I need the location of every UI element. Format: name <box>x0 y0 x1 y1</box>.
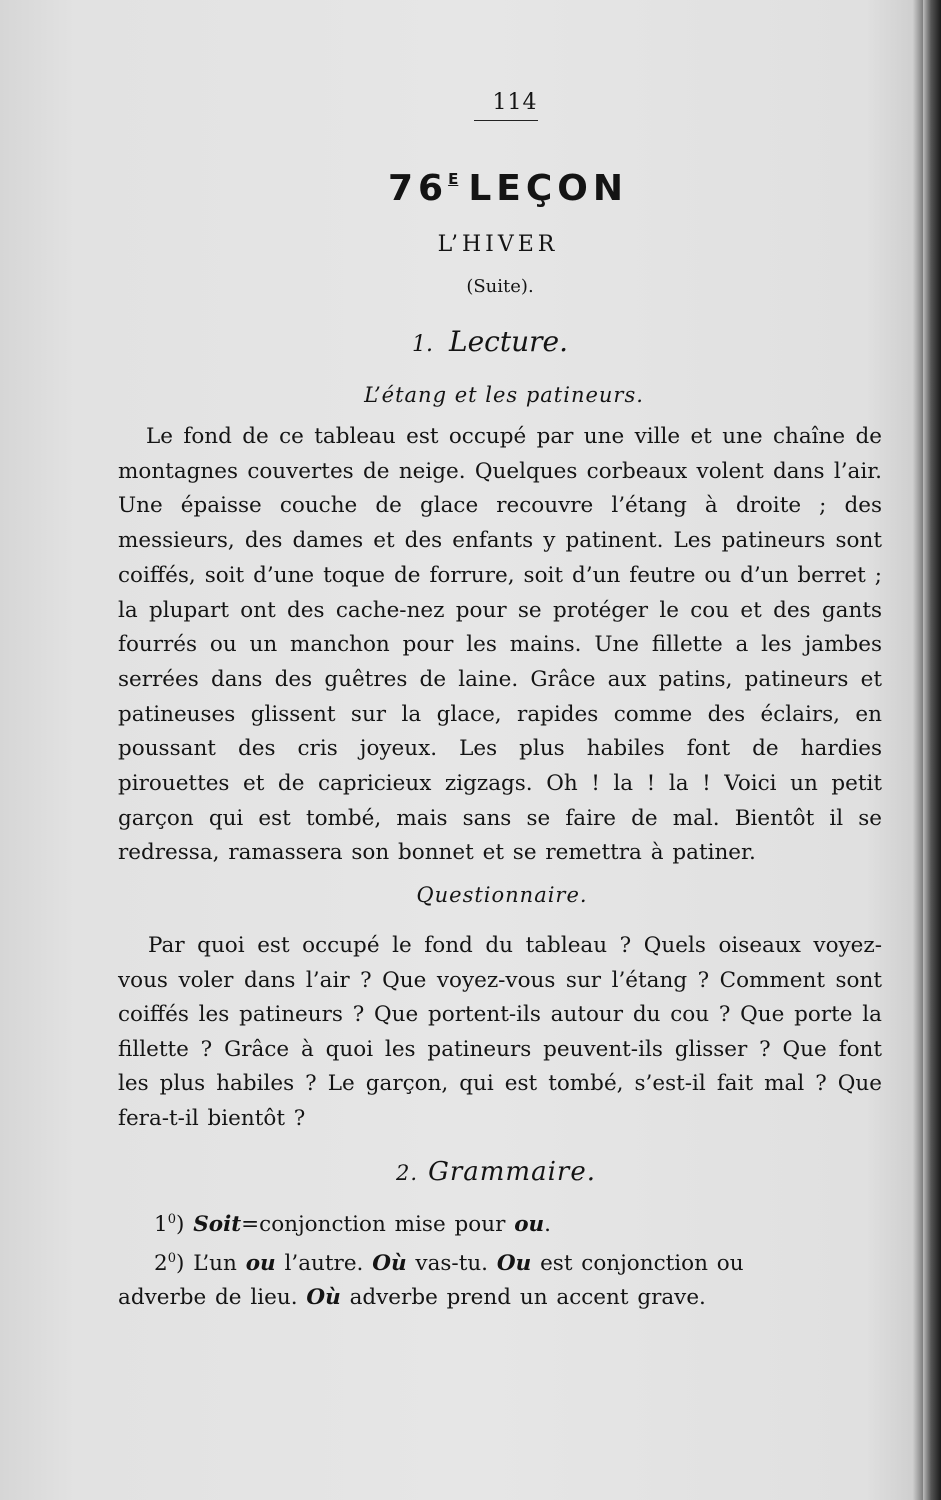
item-number: 1 <box>154 1212 168 1238</box>
lesson-word: LEÇON <box>468 168 629 209</box>
section-grammar-heading <box>114 1152 878 1193</box>
keyword-ou-accent: Où <box>306 1285 341 1311</box>
keyword-ou-accent: Où <box>372 1251 407 1277</box>
grammar-item-2-continued <box>118 1281 882 1315</box>
section-title: Grammaire. <box>428 1157 596 1188</box>
questionnaire-text: Par quoi est occupé le fond du tableau ? Quels oiseaux voyez-vous voler dans l’air ? Que voyez-vous sur l’étang ? Comment sont coiffés les patineurs ? Que portent-ils autour du cou ? Que porte la fillette ? Grâce à quoi les patineurs peuvent-ils glisser ? Que font les plus habiles ? Le garçon, qui est tombé, s’est-il fait mal ? Que fera-t-il bientôt ? <box>118 933 882 1131</box>
section-title: Lecture. <box>449 325 568 358</box>
keyword-ou: ou <box>514 1212 545 1238</box>
lesson-suite: (Suite). <box>466 276 534 297</box>
grammar-text: est conjonction ou <box>531 1251 744 1277</box>
item-number-paren: ) <box>175 1251 185 1277</box>
section-reading-heading <box>108 325 872 362</box>
page-number: 114 <box>492 90 538 115</box>
keyword-ou: Ou <box>496 1251 532 1277</box>
item-number-sup: 0 <box>167 1212 176 1228</box>
grammar-text: =conjonction mise pour <box>241 1212 515 1238</box>
lesson-subject: L’HIVER <box>437 232 559 257</box>
section-number: 2. <box>396 1161 419 1186</box>
reading-text: Le fond de ce tableau est occupé par une ville et une chaîne de montagnes couvertes de neige. Quelques corbeaux volent dans l’air. Une épaisse couche de glace recouvre l’étang à droite ; des messieurs, des dames et des enfants y patinent. Les patineurs sont coiffés, soit d’une toque de forrure, soit d’un feutre ou d’un berret ; la plupart ont des cache-nez pour se protéger le cou et des gants fourrés ou un manchon pour les mains. Une fillette a les jambes serrées dans des guêtres de laine. Grâce aux patins, patineurs et patineuses glissent sur la glace, rapides comme des éclairs, en poussant des cris joyeux. Les plus habiles font de hardies pirouettes et de capricieux zigzags. Oh ! la ! la ! Voici un petit garçon qui est tombé, mais sans se faire de mal. Bientôt il se redressa, ramassera son bonnet et se remettra à patiner. <box>118 424 882 866</box>
questionnaire-title: Questionnaire. <box>416 883 588 908</box>
grammar-text: vas-tu. <box>406 1251 497 1277</box>
lesson-title <box>126 159 890 209</box>
item-number-paren: ) <box>175 1212 185 1238</box>
grammar-item-1 <box>118 1203 882 1242</box>
grammar-text: . <box>544 1212 552 1238</box>
reading-title: L’étang et les patineurs. <box>364 383 644 407</box>
grammar-text: adverbe de lieu. <box>118 1285 307 1311</box>
grammar-text: l’autre. <box>275 1251 373 1277</box>
header-rule <box>474 120 538 121</box>
page-content <box>118 88 882 1315</box>
item-number: 2 <box>154 1251 168 1277</box>
grammar-text: adverbe prend un accent grave. <box>340 1285 706 1311</box>
lesson-number-suffix: E <box>448 170 459 188</box>
lesson-number: 76 <box>387 168 449 209</box>
keyword-soit: Soit <box>193 1212 242 1238</box>
section-number: 1. <box>412 332 433 357</box>
keyword-ou: ou <box>245 1251 276 1277</box>
item-number-sup: 0 <box>167 1251 176 1267</box>
grammar-item-2 <box>118 1242 882 1281</box>
grammar-text: L’un <box>193 1251 246 1277</box>
page-edge <box>923 0 941 1500</box>
